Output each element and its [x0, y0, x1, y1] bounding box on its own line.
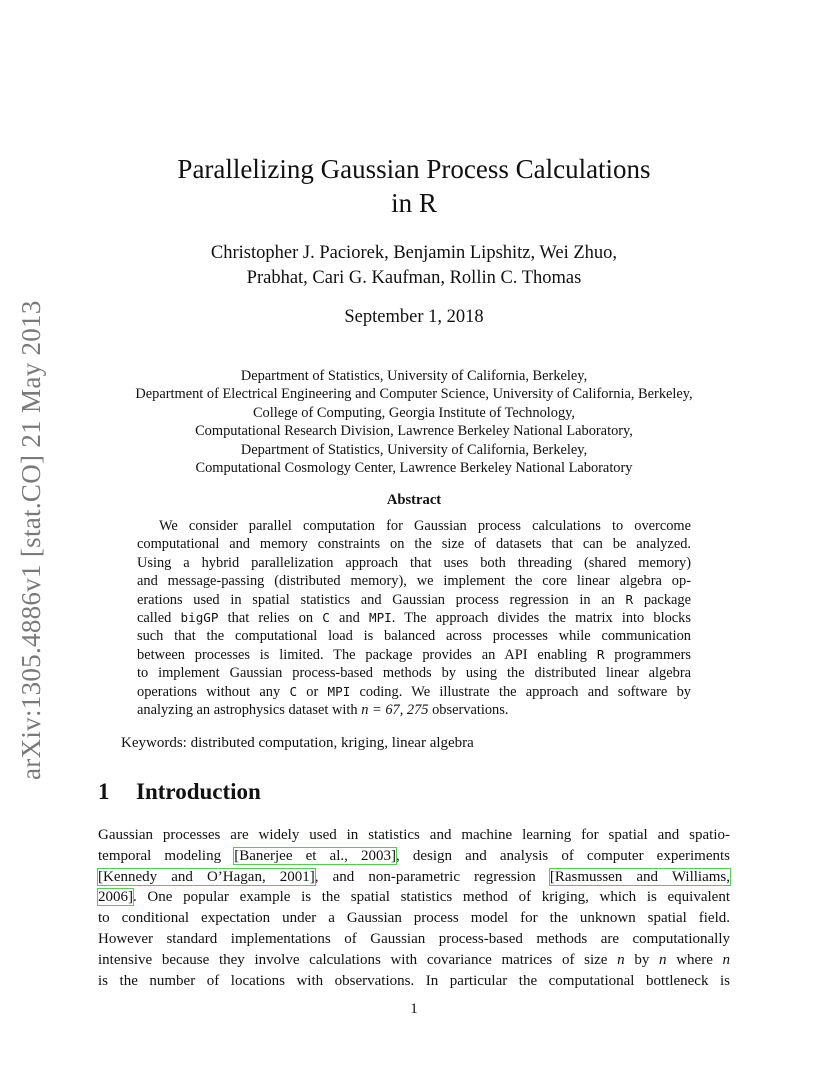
code-text: MPI	[327, 683, 351, 699]
affiliation: Computational Research Division, Lawrence Berkeley National Laboratory,	[195, 423, 633, 440]
citation-link[interactable]: [Banerjee et al., 2003]	[234, 847, 396, 864]
affiliation: Department of Statistics, University of California, Berkeley,	[240, 441, 588, 458]
paragraph-line: [Kennedy and O’Hagan, 2001], and non-parametric regression [Rasmussen and Williams,	[98, 868, 731, 885]
abstract-line: to implement Gaussian process-based methods by using the distributed linear algebra	[137, 665, 691, 682]
arxiv-stamp: arXiv:1305.4886v1 [stat.CO] 21 May 2013	[16, 300, 46, 780]
code-text: C	[289, 683, 298, 699]
paper-title	[0, 152, 828, 220]
paragraph-line: to conditional expectation under a Gaussian process model for the unknown spatial field.	[98, 910, 730, 927]
authors-line-1: Christopher J. Paciorek, Benjamin Lipshitz, Wei Zhuo,	[210, 243, 618, 263]
section-number: 1	[98, 779, 110, 804]
paragraph-line: Gaussian processes are widely used in statistics and machine learning for spatial and spatio-	[98, 827, 730, 843]
keywords: Keywords: distributed computation, kriging, linear algebra	[121, 735, 474, 751]
section-title: Introduction	[136, 779, 261, 804]
intro-paragraph	[98, 825, 730, 991]
math-expression: n = 67, 275	[361, 702, 429, 719]
code-text: MPI	[368, 610, 392, 626]
paragraph-line: temporal modeling [Banerjee et al., 2003], design and analysis of computer experiments	[98, 847, 730, 864]
author-list	[0, 241, 828, 291]
abstract-line: analyzing an astrophysics dataset with n = 67, 275 observations.	[137, 702, 509, 719]
paragraph-line: However standard implementations of Gaussian process-based methods are computationally	[98, 930, 730, 947]
abstract-line: and message-passing (distributed memory), we implement the core linear algebra op-	[137, 573, 691, 590]
title-line-2: in R	[391, 188, 437, 218]
paragraph-line: 2006]. One popular example is the spatial statistics method of kriging, which is equivalent	[98, 889, 730, 906]
abstract-line: between processes is limited. The package provides an API enabling R programmers	[137, 646, 691, 663]
citation-link[interactable]: 2006]	[98, 889, 133, 906]
abstract-heading: Abstract	[386, 492, 442, 508]
code-text: R	[596, 646, 605, 662]
paragraph-line: intensive because they involve calculations with covariance matrices of size n by n where n	[98, 951, 731, 968]
affiliation: Computational Cosmology Center, Lawrence Berkeley National Laboratory	[195, 460, 633, 477]
title-line-1: Parallelizing Gaussian Process Calculations	[177, 154, 651, 184]
code-text: C	[322, 610, 330, 626]
abstract-line: erations used in spatial statistics and Gaussian process regression in an R package	[137, 591, 691, 608]
affiliation-list	[0, 367, 828, 477]
code-text: bigGP	[180, 610, 219, 626]
abstract-line: We consider parallel computation for Gaussian process calculations to overcome	[159, 518, 691, 534]
affiliation: Department of Statistics, University of California, Berkeley,	[240, 368, 588, 384]
abstract-line: computational and memory constraints on the size of datasets that can be analyzed.	[137, 536, 691, 553]
abstract-line: operations without any C or MPI coding. We illustrate the approach and software by	[137, 683, 691, 700]
abstract-line: Using a hybrid parallelization approach that uses both threading (shared memory)	[137, 554, 691, 571]
abstract-line: called bigGP that relies on C and MPI. The approach divides the matrix into blocks	[137, 610, 691, 627]
page-number: 1	[410, 1001, 418, 1017]
citation-link[interactable]: [Rasmussen and Williams,	[549, 868, 731, 885]
abstract-body	[137, 517, 691, 719]
affiliation: College of Computing, Georgia Institute of Technology,	[252, 404, 576, 421]
section-heading	[98, 779, 261, 805]
citation-link[interactable]: [Kennedy and O’Hagan, 2001]	[98, 868, 315, 885]
abstract-line: such that the computational load is balanced across processes while communication	[137, 628, 691, 645]
affiliation: Department of Electrical Engineering and Computer Science, University of California, Berkeley,	[135, 386, 693, 403]
authors-line-2: Prabhat, Cari G. Kaufman, Rollin C. Thomas	[246, 268, 582, 288]
paragraph-line: is the number of locations with observations. In particular the computational bottleneck is	[98, 972, 730, 989]
paper-date: September 1, 2018	[344, 307, 484, 327]
code-text: R	[625, 591, 634, 607]
